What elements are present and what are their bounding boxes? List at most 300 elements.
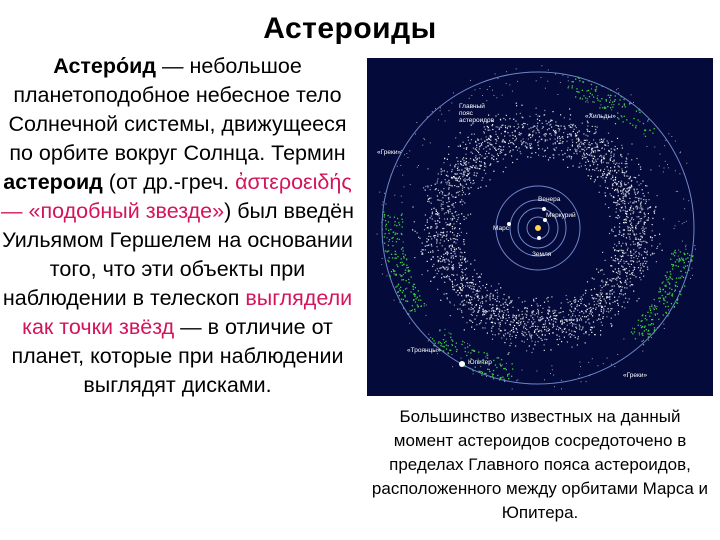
asteroid-dot — [638, 200, 639, 201]
trojan-dot — [402, 221, 403, 222]
asteroid-dot — [479, 310, 480, 311]
asteroid-dot — [541, 312, 542, 313]
asteroid-dot — [450, 302, 451, 303]
asteroid-dot — [612, 161, 613, 162]
asteroid-dot — [474, 260, 475, 261]
asteroid-dot — [611, 141, 612, 142]
asteroid-dot — [539, 331, 540, 332]
asteroid-dot — [443, 188, 444, 189]
asteroid-dot — [463, 174, 464, 175]
asteroid-dot — [510, 302, 511, 303]
asteroid-dot — [444, 158, 445, 159]
asteroid-dot — [568, 334, 569, 335]
asteroid-dot — [547, 297, 548, 298]
asteroid-dot — [592, 297, 593, 298]
asteroid-dot — [497, 292, 498, 293]
trojan-dot — [601, 98, 602, 99]
asteroid-dot — [579, 329, 580, 330]
trojan-dot — [676, 302, 677, 303]
asteroid-dot — [476, 147, 477, 148]
asteroid-dot — [476, 273, 477, 274]
asteroid-dot — [490, 144, 491, 145]
asteroid-dot — [531, 305, 532, 306]
asteroid-dot — [642, 232, 643, 233]
asteroid-dot — [500, 287, 501, 288]
asteroid-dot — [610, 280, 611, 281]
trojan-dot — [643, 344, 644, 345]
asteroid-dot — [522, 318, 523, 319]
asteroid-dot — [414, 221, 415, 222]
asteroid-dot — [386, 203, 387, 204]
asteroid-dot — [503, 118, 504, 119]
asteroid-dot — [630, 230, 631, 231]
asteroid-dot — [463, 201, 464, 202]
asteroid-dot — [508, 354, 509, 355]
asteroid-dot — [422, 145, 423, 146]
asteroid-dot — [443, 162, 444, 163]
asteroid-dot — [392, 241, 393, 242]
asteroid-dot — [538, 341, 539, 342]
asteroid-dot — [616, 172, 617, 173]
asteroid-dot — [611, 325, 612, 326]
asteroid-dot — [592, 312, 593, 313]
asteroid-dot — [627, 272, 628, 273]
asteroid-dot — [440, 242, 441, 243]
asteroid-dot — [541, 139, 542, 140]
asteroid-dot — [545, 135, 546, 136]
asteroid-dot — [601, 156, 602, 157]
asteroid-dot — [638, 267, 639, 268]
asteroid-dot — [452, 219, 453, 220]
trojan-dot — [658, 319, 659, 320]
asteroid-dot — [626, 216, 627, 217]
trojan-dot — [452, 340, 453, 341]
asteroid-dot — [645, 257, 646, 258]
asteroid-dot — [644, 222, 645, 223]
asteroid-dot — [563, 317, 564, 318]
asteroid-dot — [427, 186, 428, 187]
asteroid-dot — [636, 300, 637, 301]
asteroid-dot — [509, 152, 510, 153]
asteroid-dot — [633, 244, 634, 245]
asteroid-dot — [675, 225, 676, 226]
asteroid-dot — [603, 162, 604, 163]
asteroid-dot — [597, 294, 598, 295]
asteroid-dot — [469, 180, 470, 181]
asteroid-dot — [453, 268, 454, 269]
asteroid-dot — [583, 133, 584, 134]
asteroid-dot — [466, 301, 467, 302]
asteroid-dot — [462, 275, 463, 276]
asteroid-dot — [462, 278, 463, 279]
asteroid-dot — [606, 162, 607, 163]
asteroid-dot — [536, 333, 537, 334]
asteroid-dot — [458, 263, 459, 264]
asteroid-dot — [482, 296, 483, 297]
trojan-dot — [502, 377, 503, 378]
trojan-dot — [675, 261, 676, 262]
asteroid-dot — [450, 231, 451, 232]
asteroid-dot — [523, 123, 524, 124]
asteroid-dot — [467, 282, 468, 283]
asteroid-dot — [607, 358, 608, 359]
asteroid-dot — [537, 123, 538, 124]
asteroid-dot — [474, 286, 475, 287]
definition-part-3: ) был введён Уильямом Гершелем на основании того, что эти объекты при наблюдении в телескоп — [2, 199, 354, 310]
asteroid-dot — [428, 252, 429, 253]
asteroid-dot — [575, 133, 576, 134]
asteroid-dot — [441, 277, 442, 278]
asteroid-dot — [495, 74, 496, 75]
asteroid-dot — [384, 193, 385, 194]
asteroid-dot — [536, 114, 537, 115]
asteroid-dot — [557, 138, 558, 139]
asteroid-dot — [538, 310, 539, 311]
asteroid-dot — [432, 218, 433, 219]
asteroid-dot — [623, 200, 624, 201]
asteroid-dot — [473, 373, 474, 374]
trojan-dot — [402, 265, 403, 266]
asteroid-dot — [619, 204, 620, 205]
asteroid-dot — [571, 319, 572, 320]
asteroid-dot — [460, 201, 461, 202]
asteroid-dot — [441, 168, 442, 169]
asteroid-dot — [615, 269, 616, 270]
asteroid-dot — [465, 144, 466, 145]
asteroid-dot — [637, 181, 638, 182]
asteroid-dot — [618, 268, 619, 269]
trojan-dot — [509, 373, 510, 374]
asteroid-dot — [601, 280, 602, 281]
asteroid-dot — [544, 114, 545, 115]
asteroid-dot — [617, 200, 618, 201]
asteroid-dot — [488, 115, 489, 116]
trojan-dot — [629, 103, 630, 104]
asteroid-dot — [587, 98, 588, 99]
asteroid-dot — [451, 248, 452, 249]
trojan-dot — [413, 284, 414, 285]
asteroid-dot — [447, 297, 448, 298]
asteroid-dot — [630, 244, 631, 245]
trojan-dot — [649, 306, 650, 307]
asteroid-dot — [619, 272, 620, 273]
asteroid-dot — [474, 298, 475, 299]
asteroid-dot — [691, 268, 692, 269]
asteroid-dot — [436, 209, 437, 210]
asteroid-dot — [573, 320, 574, 321]
trojan-dot — [400, 290, 401, 291]
asteroid-dot — [615, 260, 616, 261]
trojan-dot — [493, 374, 494, 375]
asteroid-dot — [486, 284, 487, 285]
asteroid-dot — [602, 318, 603, 319]
asteroid-dot — [458, 163, 459, 164]
trojan-dot — [578, 92, 579, 93]
asteroid-dot — [619, 166, 620, 167]
asteroid-dot — [500, 151, 501, 152]
asteroid-dot — [463, 216, 464, 217]
definition-part-4: — в отличие от планет, которые при наблюдении выглядят дисками. — [11, 315, 344, 397]
asteroid-dot — [611, 229, 612, 230]
trojan-dot — [665, 296, 666, 297]
asteroid-dot — [481, 180, 482, 181]
asteroid-dot — [620, 261, 621, 262]
asteroid-dot — [495, 323, 496, 324]
asteroid-dot — [434, 237, 435, 238]
asteroid-dot — [497, 289, 498, 290]
asteroid-dot — [549, 323, 550, 324]
asteroid-dot — [470, 80, 471, 81]
asteroid-dot — [516, 103, 517, 104]
asteroid-dot — [451, 274, 452, 275]
asteroid-dot — [503, 171, 504, 172]
asteroid-dot — [539, 132, 540, 133]
asteroid-dot — [611, 109, 612, 110]
asteroid-dot — [454, 165, 455, 166]
asteroid-dot — [512, 307, 513, 308]
asteroid-dot — [439, 218, 440, 219]
trojan-dot — [397, 238, 398, 239]
asteroid-dot — [643, 241, 644, 242]
asteroid-dot — [567, 136, 568, 137]
asteroid-dot — [528, 128, 529, 129]
trojan-dot — [582, 90, 583, 91]
asteroid-dot — [509, 84, 510, 85]
asteroid-dot — [619, 226, 620, 227]
asteroid-dot — [577, 310, 578, 311]
asteroid-dot — [455, 137, 456, 138]
trojan-dot — [671, 295, 672, 296]
asteroid-dot — [609, 171, 610, 172]
asteroid-dot — [522, 314, 523, 315]
asteroid-dot — [640, 247, 641, 248]
asteroid-dot — [542, 340, 543, 341]
asteroid-dot — [605, 187, 606, 188]
asteroid-dot — [635, 194, 636, 195]
trojan-dot — [418, 299, 419, 300]
trojan-dot — [389, 233, 390, 234]
trojan-dot — [493, 360, 494, 361]
asteroid-dot — [464, 259, 465, 260]
asteroid-dot — [583, 157, 584, 158]
asteroid-dot — [450, 211, 451, 212]
asteroid-dot — [638, 223, 639, 224]
asteroid-dot — [625, 298, 626, 299]
asteroid-dot — [582, 327, 583, 328]
asteroid-dot — [579, 325, 580, 326]
asteroid-dot — [515, 131, 516, 132]
asteroid-dot — [631, 180, 632, 181]
asteroid-dot — [526, 310, 527, 311]
asteroid-dot — [514, 331, 515, 332]
asteroid-dot — [485, 310, 486, 311]
asteroid-dot — [563, 311, 564, 312]
asteroid-dot — [654, 211, 655, 212]
trojan-dot — [397, 286, 398, 287]
asteroid-dot — [498, 283, 499, 284]
asteroid-dot — [483, 148, 484, 149]
asteroid-dot — [648, 199, 649, 200]
asteroid-dot — [467, 343, 468, 344]
asteroid-dot — [640, 236, 641, 237]
asteroid-dot — [475, 155, 476, 156]
asteroid-dot — [601, 311, 602, 312]
asteroid-dot — [555, 121, 556, 122]
asteroid-dot — [461, 169, 462, 170]
asteroid-dot — [506, 339, 507, 340]
asteroid-dot — [631, 185, 632, 186]
asteroid-dot — [590, 307, 591, 308]
trojan-dot — [635, 127, 636, 128]
asteroid-dot — [613, 231, 614, 232]
trojan-dot — [385, 220, 386, 221]
asteroid-dot — [605, 195, 606, 196]
asteroid-dot — [417, 167, 418, 168]
asteroid-dot — [516, 113, 517, 114]
asteroid-dot — [531, 338, 532, 339]
asteroid-dot — [553, 157, 554, 158]
asteroid-dot — [618, 277, 619, 278]
trojan-dot — [404, 295, 405, 296]
asteroid-dot — [511, 155, 512, 156]
trojan-dot — [641, 333, 642, 334]
asteroid-dot — [625, 293, 626, 294]
asteroid-dot — [474, 175, 475, 176]
trojan-dot — [678, 277, 679, 278]
trojan-dot — [626, 119, 627, 120]
asteroid-dot — [579, 305, 580, 306]
trojan-dot — [645, 136, 646, 137]
asteroid-dot — [546, 331, 547, 332]
asteroid-dot — [426, 238, 427, 239]
asteroid-dot — [507, 332, 508, 333]
asteroid-dot — [499, 311, 500, 312]
asteroid-dot — [631, 264, 632, 265]
asteroid-dot — [503, 335, 504, 336]
asteroid-dot — [426, 305, 427, 306]
asteroid-dot — [595, 159, 596, 160]
asteroid-dot — [424, 139, 425, 140]
asteroid-dot — [631, 225, 632, 226]
asteroid-dot — [430, 189, 431, 190]
asteroid-dot — [468, 214, 469, 215]
asteroid-dot — [570, 304, 571, 305]
asteroid-dot — [444, 294, 445, 295]
asteroid-dot — [510, 339, 511, 340]
asteroid-dot — [498, 114, 499, 115]
asteroid-dot — [647, 220, 648, 221]
asteroid-dot — [631, 210, 632, 211]
asteroid-dot — [576, 153, 577, 154]
asteroid-dot — [587, 125, 588, 126]
asteroid-dot — [690, 278, 691, 279]
asteroid-dot — [387, 237, 388, 238]
asteroid-dot — [550, 121, 551, 122]
asteroid-dot — [570, 310, 571, 311]
asteroid-dot — [600, 155, 601, 156]
asteroid-dot — [619, 261, 620, 262]
asteroid-dot — [674, 291, 675, 292]
asteroid-dot — [668, 309, 669, 310]
asteroid-dot — [621, 259, 622, 260]
asteroid-dot — [461, 295, 462, 296]
asteroid-dot — [470, 263, 471, 264]
asteroid-dot — [478, 295, 479, 296]
asteroid-dot — [479, 143, 480, 144]
asteroid-dot — [550, 139, 551, 140]
asteroid-dot — [599, 314, 600, 315]
trojan-dot — [414, 296, 415, 297]
asteroid-dot — [491, 144, 492, 145]
trojan-dot — [444, 335, 445, 336]
asteroid-dot — [619, 232, 620, 233]
asteroid-dot — [471, 187, 472, 188]
asteroid-dot — [636, 239, 637, 240]
trojan-dot — [604, 108, 605, 109]
asteroid-dot — [491, 330, 492, 331]
asteroid-dot — [579, 131, 580, 132]
asteroid-dot — [457, 173, 458, 174]
trojan-dot — [608, 95, 609, 96]
trojan-dot — [579, 80, 580, 81]
asteroid-dot — [491, 308, 492, 309]
asteroid-dot — [468, 140, 469, 141]
asteroid-dot — [414, 257, 415, 258]
asteroid-dot — [579, 326, 580, 327]
asteroid-dot — [454, 177, 455, 178]
asteroid-dot — [635, 227, 636, 228]
asteroid-dot — [627, 302, 628, 303]
asteroid-dot — [589, 303, 590, 304]
asteroid-dot — [447, 210, 448, 211]
asteroid-dot — [466, 296, 467, 297]
trojan-dot — [500, 363, 501, 364]
asteroid-dot — [638, 216, 639, 217]
asteroid-dot — [422, 274, 423, 275]
asteroid-dot — [456, 221, 457, 222]
asteroid-dot — [601, 176, 602, 177]
asteroid-dot — [587, 154, 588, 155]
asteroid-dot — [622, 106, 623, 107]
asteroid-dot — [440, 258, 441, 259]
asteroid-dot — [451, 103, 452, 104]
asteroid-dot — [650, 169, 651, 170]
greeks-label: «Греки» — [377, 149, 402, 156]
asteroid-dot — [485, 166, 486, 167]
asteroid-dot — [436, 232, 437, 233]
asteroid-dot — [561, 388, 562, 389]
asteroid-dot — [557, 137, 558, 138]
trojan-dot — [507, 374, 508, 375]
asteroid-dot — [427, 168, 428, 169]
asteroid-dot — [608, 143, 609, 144]
asteroid-dot — [587, 129, 588, 130]
trojan-dot — [666, 312, 667, 313]
asteroid-dot — [448, 194, 449, 195]
asteroid-dot — [636, 189, 637, 190]
asteroid-dot — [481, 139, 482, 140]
asteroid-dot — [447, 181, 448, 182]
asteroid-dot — [528, 331, 529, 332]
asteroid-dot — [456, 178, 457, 179]
asteroid-dot — [558, 128, 559, 129]
asteroid-dot — [590, 327, 591, 328]
asteroid-dot — [643, 258, 644, 259]
asteroid-dot — [637, 258, 638, 259]
asteroid-dot — [641, 273, 642, 274]
asteroid-dot — [499, 129, 500, 130]
asteroid-dot — [623, 190, 624, 191]
